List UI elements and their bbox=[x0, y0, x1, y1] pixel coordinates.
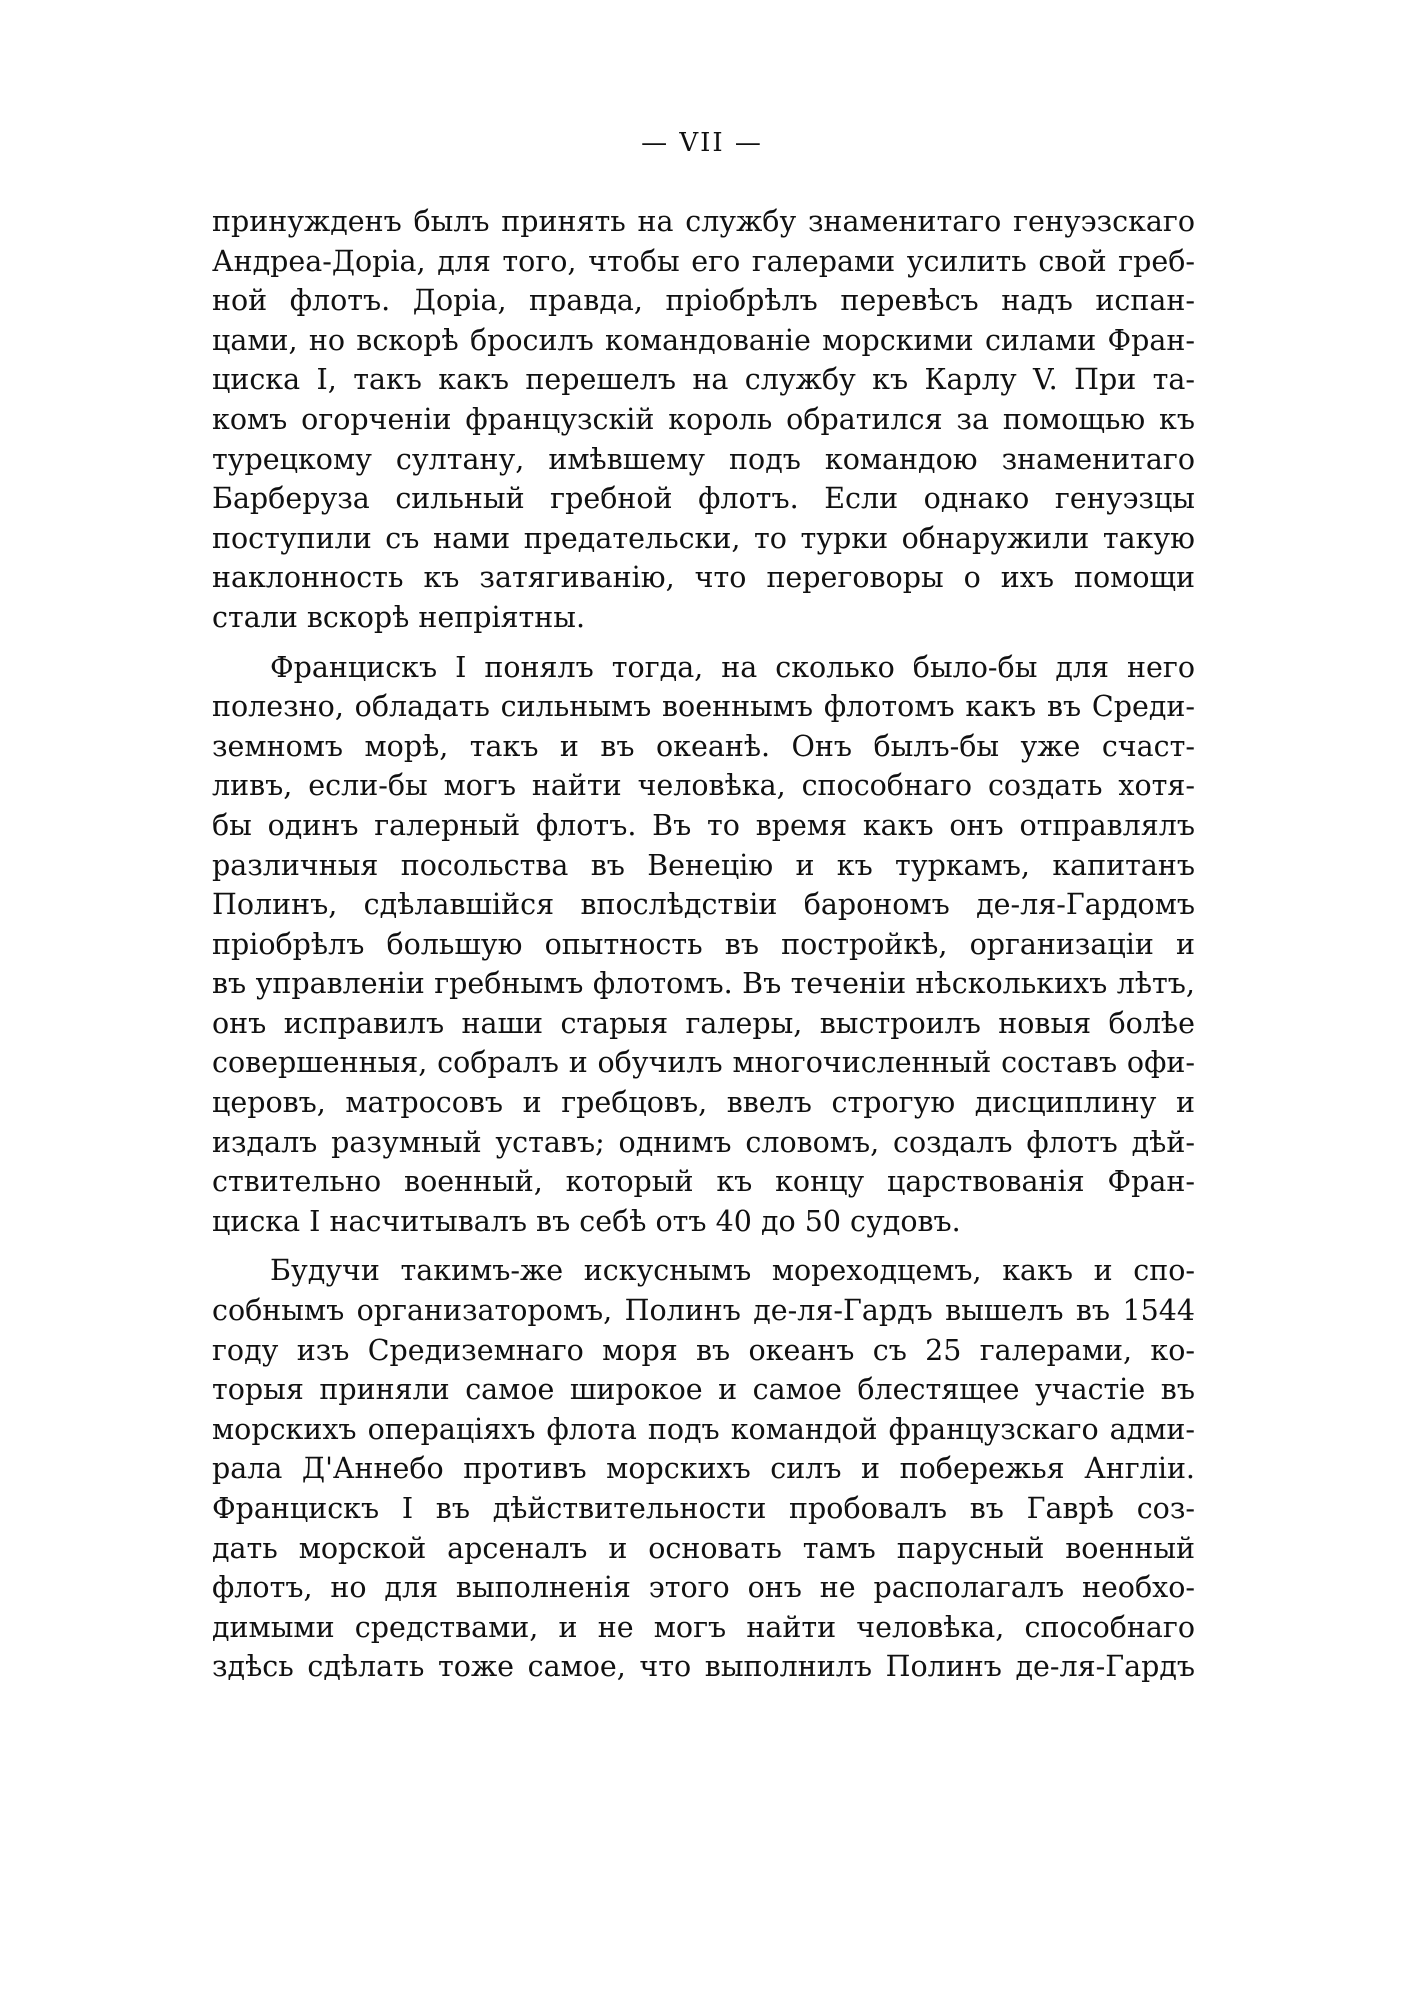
text-line: ной флотъ. Доріа, правда, пріобрѣлъ перевѣсъ надъ испан- bbox=[212, 284, 1195, 318]
text-line: земномъ морѣ, такъ и въ океанѣ. Онъ былъ-бы уже счаст- bbox=[212, 729, 1195, 763]
page-number: — VII — bbox=[641, 128, 763, 158]
text-line: бы одинъ галерный флотъ. Въ то время какъ онъ отправлялъ bbox=[212, 808, 1195, 842]
text-line: ствительно военный, который къ концу царствованія Фран- bbox=[212, 1165, 1195, 1199]
text-line: совершенныя, собралъ и обучилъ многочисленный составъ офи- bbox=[212, 1046, 1195, 1080]
text-line: церовъ, матросовъ и гребцовъ, ввелъ строгую дисциплину и bbox=[212, 1086, 1195, 1120]
text-line: пріобрѣлъ большую опытность въ постройкѣ, организаціи и bbox=[212, 927, 1195, 961]
paragraph-2 bbox=[212, 648, 1195, 1242]
text-line: различныя посольства въ Венецію и къ туркамъ, капитанъ bbox=[212, 848, 1195, 882]
text-line: цами, но вскорѣ бросилъ командованіе морскими силами Фран- bbox=[212, 323, 1195, 357]
text-line: наклонность къ затягиванію, что переговоры о ихъ помощи bbox=[212, 561, 1195, 595]
text-line: торыя приняли самое широкое и самое блестящее участіе въ bbox=[212, 1373, 1195, 1407]
text-line: издалъ разумный уставъ; однимъ словомъ, создалъ флотъ дѣй- bbox=[212, 1125, 1195, 1159]
text-line: полезно, обладать сильнымъ военнымъ флотомъ какъ въ Среди- bbox=[212, 690, 1195, 724]
text-line: димыми средствами, и не могъ найти человѣка, способнаго bbox=[212, 1610, 1195, 1644]
text-line: флотъ, но для выполненія этого онъ не располагалъ необхо- bbox=[212, 1571, 1195, 1605]
text-line: Будучи такимъ-же искуснымъ мореходцемъ, какъ и спо- bbox=[270, 1254, 1195, 1288]
text-line: Францискъ I понялъ тогда, на сколько было-бы для него bbox=[270, 650, 1195, 684]
text-line: ливъ, если-бы могъ найти человѣка, способнаго создать хотя- bbox=[212, 769, 1195, 803]
text-line: Андреа-Доріа, для того, чтобы его галерами усилить свой греб- bbox=[212, 244, 1195, 278]
text-line: Барберуза сильный гребной флотъ. Если однако генуэзцы bbox=[212, 482, 1195, 516]
text-line: морскихъ операціяхъ флота подъ командой французскаго адми- bbox=[212, 1412, 1195, 1446]
text-line: Францискъ I въ дѣйствительности пробовалъ въ Гаврѣ соз- bbox=[212, 1492, 1195, 1525]
text-line: принужденъ былъ принять на службу знаменитаго генуэзскаго bbox=[212, 205, 1195, 238]
text-line: въ управленіи гребнымъ флотомъ. Въ теченіи нѣсколькихъ лѣтъ, bbox=[212, 967, 1195, 1001]
text-line: циска I, такъ какъ перешелъ на службу къ Карлу V. При та- bbox=[212, 363, 1195, 397]
text-line: году изъ Средиземнаго моря въ океанъ съ 25 галерами, ко- bbox=[212, 1333, 1195, 1367]
paragraph-3 bbox=[212, 1251, 1195, 1687]
text-line: здѣсь сдѣлать тоже самое, что выполнилъ Полинъ де-ля-Гардъ bbox=[212, 1650, 1195, 1684]
text-line: комъ огорченіи французскій король обратился за помощью къ bbox=[212, 402, 1195, 436]
text-line: стали вскорѣ непріятны. bbox=[212, 600, 586, 634]
body-text bbox=[212, 202, 1195, 1687]
paragraph-1 bbox=[212, 202, 1195, 638]
text-line: собнымъ организаторомъ, Полинъ де-ля-Гардъ вышелъ въ 1544 bbox=[212, 1294, 1195, 1328]
text-line: рала Д'Аннебо противъ морскихъ силъ и побережья Англіи. bbox=[212, 1452, 1195, 1486]
text-line: Полинъ, сдѣлавшійся впослѣдствіи барономъ де-ля-Гардомъ bbox=[212, 888, 1195, 922]
text-line: дать морской арсеналъ и основать тамъ парусный военный bbox=[212, 1531, 1195, 1565]
text-line: турецкому султану, имѣвшему подъ командою знаменитаго bbox=[212, 442, 1195, 476]
text-line: циска I насчитывалъ въ себѣ отъ 40 до 50 судовъ. bbox=[212, 1204, 961, 1238]
text-line: поступили съ нами предательски, то турки обнаружили такую bbox=[212, 521, 1195, 555]
text-line: онъ исправилъ наши старыя галеры, выстроилъ новыя болѣе bbox=[212, 1006, 1195, 1040]
